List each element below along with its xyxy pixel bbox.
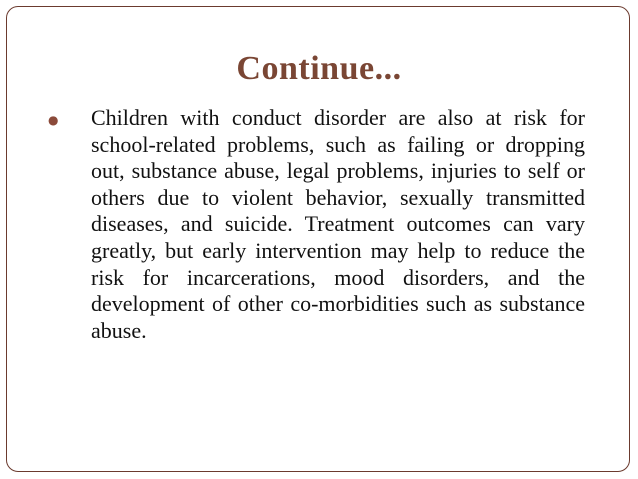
bullet-text: Children with conduct disorder are also at risk for school-related problems, such as failing or dropping out, substance abuse, legal problems, injuries to self or others due to violent behavior, sexually transmitted diseases, and suicide. Treatment outcomes can vary greatly, but early intervention may help to reduce the risk for incarcerations, mood disorders, and the development of other co-morbidities such as substance abuse. bbox=[91, 105, 585, 343]
bullet-icon: ● bbox=[48, 113, 59, 127]
bullet-item bbox=[48, 105, 606, 344]
slide-title: Continue... bbox=[236, 50, 402, 87]
